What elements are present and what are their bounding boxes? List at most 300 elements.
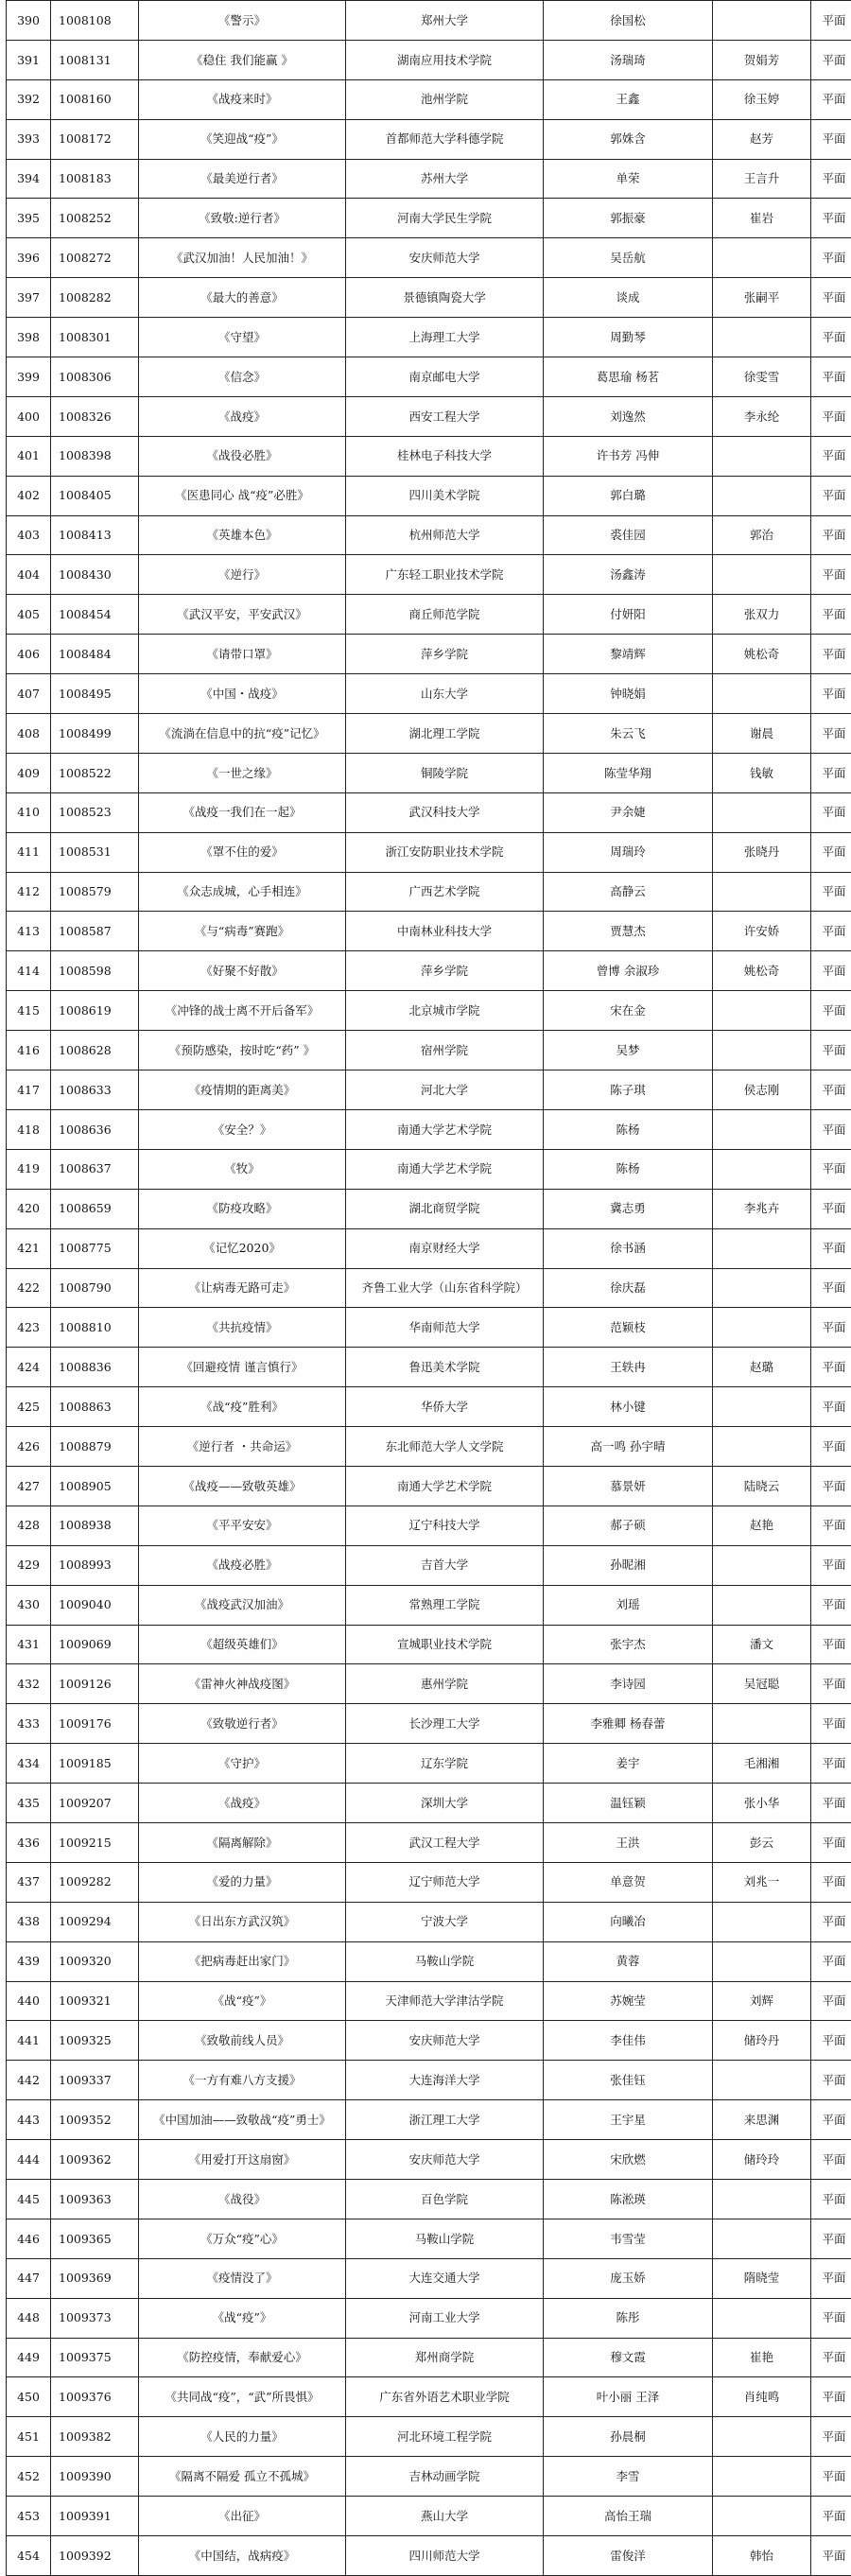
school-cell: 广东省外语艺术职业学院 xyxy=(346,2377,544,2417)
authors-cell: 单荣 xyxy=(544,159,713,199)
authors-cell: 韦雪莹 xyxy=(544,2219,713,2258)
row-number-cell: 395 xyxy=(7,199,51,238)
school-cell: 西安工程大学 xyxy=(346,396,544,436)
entry-code-cell: 1008405 xyxy=(51,476,139,515)
work-title-cell: 《警示》 xyxy=(139,1,346,41)
row-number-cell: 394 xyxy=(7,159,51,199)
entry-code-cell: 1008499 xyxy=(51,714,139,754)
entry-code-cell: 1008633 xyxy=(51,1070,139,1110)
work-title-cell: 《战疫一我们在一起》 xyxy=(139,792,346,832)
entry-code-cell: 1008775 xyxy=(51,1228,139,1268)
work-title-cell: 《致敬前线人员》 xyxy=(139,2021,346,2061)
school-cell: 惠州学院 xyxy=(346,1664,544,1704)
school-cell: 大连交通大学 xyxy=(346,2258,544,2298)
row-number-cell: 437 xyxy=(7,1862,51,1902)
school-cell: 武汉工程大学 xyxy=(346,1822,544,1862)
advisor-cell xyxy=(713,1427,811,1467)
advisor-cell xyxy=(713,1228,811,1268)
table-row xyxy=(7,159,851,199)
authors-cell: 李佳伟 xyxy=(544,2021,713,2061)
authors-cell: 温钰颖 xyxy=(544,1784,713,1823)
row-number-cell: 428 xyxy=(7,1506,51,1545)
row-number-cell: 454 xyxy=(7,2536,51,2576)
school-cell: 常熟理工学院 xyxy=(346,1585,544,1625)
table-row xyxy=(7,1822,851,1862)
school-cell: 东北师范大学人文学院 xyxy=(346,1427,544,1467)
advisor-cell: 崔艳 xyxy=(713,2338,811,2377)
table-row xyxy=(7,1149,851,1189)
table-row xyxy=(7,1585,851,1625)
school-cell: 鲁迅美术学院 xyxy=(346,1348,544,1387)
row-number-cell: 417 xyxy=(7,1070,51,1110)
row-number-cell: 435 xyxy=(7,1784,51,1823)
entry-code-cell: 1009294 xyxy=(51,1902,139,1941)
advisor-cell xyxy=(713,1149,811,1189)
row-number-cell: 401 xyxy=(7,436,51,476)
school-cell: 河北大学 xyxy=(346,1070,544,1110)
award-list-table xyxy=(6,0,851,2576)
table-row xyxy=(7,2219,851,2258)
row-number-cell: 409 xyxy=(7,753,51,792)
table-row xyxy=(7,1902,851,1941)
category-cell: 平面 xyxy=(811,753,851,792)
school-cell: 浙江理工大学 xyxy=(346,2100,544,2140)
row-number-cell: 426 xyxy=(7,1427,51,1467)
advisor-cell xyxy=(713,792,811,832)
advisor-cell xyxy=(713,2417,811,2457)
work-title-cell: 《防控疫情，奉献爱心》 xyxy=(139,2338,346,2377)
category-cell: 平面 xyxy=(811,912,851,951)
row-number-cell: 433 xyxy=(7,1704,51,1744)
table-row xyxy=(7,2179,851,2219)
entry-code-cell: 1009352 xyxy=(51,2100,139,2140)
advisor-cell xyxy=(713,1941,811,1981)
authors-cell: 宋欣燃 xyxy=(544,2140,713,2180)
work-title-cell: 《把病毒赶出家门》 xyxy=(139,1941,346,1981)
school-cell: 四川美术学院 xyxy=(346,476,544,515)
advisor-cell xyxy=(713,1387,811,1427)
category-cell: 平面 xyxy=(811,2100,851,2140)
category-cell: 平面 xyxy=(811,357,851,397)
category-cell: 平面 xyxy=(811,2417,851,2457)
row-number-cell: 452 xyxy=(7,2457,51,2497)
school-cell: 安庆师范大学 xyxy=(346,2021,544,2061)
authors-cell: 周勤琴 xyxy=(544,318,713,357)
category-cell: 平面 xyxy=(811,951,851,991)
row-number-cell: 411 xyxy=(7,832,51,872)
entry-code-cell: 1009373 xyxy=(51,2298,139,2338)
table-row xyxy=(7,1189,851,1228)
entry-code-cell: 1009325 xyxy=(51,2021,139,2061)
entry-code-cell: 1008282 xyxy=(51,278,139,318)
work-title-cell: 《战疫武汉加油》 xyxy=(139,1585,346,1625)
authors-cell: 吴岳航 xyxy=(544,238,713,278)
work-title-cell: 《信念》 xyxy=(139,357,346,397)
advisor-cell: 赵芳 xyxy=(713,119,811,159)
category-cell: 平面 xyxy=(811,1585,851,1625)
table-row xyxy=(7,2497,851,2536)
school-cell: 湖南应用技术学院 xyxy=(346,40,544,79)
advisor-cell xyxy=(713,2497,811,2536)
table-row xyxy=(7,2536,851,2576)
work-title-cell: 《安全？》 xyxy=(139,1109,346,1149)
authors-cell: 王宇星 xyxy=(544,2100,713,2140)
table-row xyxy=(7,1031,851,1070)
entry-code-cell: 1009207 xyxy=(51,1784,139,1823)
table-row xyxy=(7,2417,851,2457)
school-cell: 宿州学院 xyxy=(346,1031,544,1070)
row-number-cell: 399 xyxy=(7,357,51,397)
entry-code-cell: 1008587 xyxy=(51,912,139,951)
work-title-cell: 《战疫》 xyxy=(139,1784,346,1823)
work-title-cell: 《战“疫”胜利》 xyxy=(139,1387,346,1427)
row-number-cell: 405 xyxy=(7,595,51,635)
work-title-cell: 《英雄本色》 xyxy=(139,515,346,555)
work-title-cell: 《笑迎战“疫”》 xyxy=(139,119,346,159)
category-cell: 平面 xyxy=(811,199,851,238)
entry-code-cell: 1008160 xyxy=(51,79,139,119)
school-cell: 齐鲁工业大学（山东省科学院） xyxy=(346,1268,544,1308)
table-row xyxy=(7,555,851,595)
advisor-cell: 赵艳 xyxy=(713,1506,811,1545)
advisor-cell: 张双力 xyxy=(713,595,811,635)
work-title-cell: 《武汉加油！人民加油！》 xyxy=(139,238,346,278)
entry-code-cell: 1009375 xyxy=(51,2338,139,2377)
category-cell: 平面 xyxy=(811,2140,851,2180)
entry-code-cell: 1008301 xyxy=(51,318,139,357)
advisor-cell: 毛湘湘 xyxy=(713,1744,811,1784)
row-number-cell: 392 xyxy=(7,79,51,119)
entry-code-cell: 1009369 xyxy=(51,2258,139,2298)
work-title-cell: 《最大的善意》 xyxy=(139,278,346,318)
work-title-cell: 《战疫——致敬英雄》 xyxy=(139,1466,346,1506)
table-row xyxy=(7,595,851,635)
table-row xyxy=(7,872,851,912)
advisor-cell xyxy=(713,1109,811,1149)
work-title-cell: 《战疫来时》 xyxy=(139,79,346,119)
category-cell: 平面 xyxy=(811,1981,851,2021)
advisor-cell xyxy=(713,674,811,714)
row-number-cell: 415 xyxy=(7,991,51,1031)
school-cell: 华侨大学 xyxy=(346,1387,544,1427)
work-title-cell: 《一世之缘》 xyxy=(139,753,346,792)
school-cell: 萍乡学院 xyxy=(346,951,544,991)
table-row xyxy=(7,1387,851,1427)
work-title-cell: 《致敬逆行者》 xyxy=(139,1704,346,1744)
category-cell: 平面 xyxy=(811,238,851,278)
school-cell: 辽东学院 xyxy=(346,1744,544,1784)
entry-code-cell: 1009321 xyxy=(51,1981,139,2021)
work-title-cell: 《逆行者 ・共命运》 xyxy=(139,1427,346,1467)
school-cell: 河南工业大学 xyxy=(346,2298,544,2338)
entry-code-cell: 1009376 xyxy=(51,2377,139,2417)
row-number-cell: 449 xyxy=(7,2338,51,2377)
category-cell: 平面 xyxy=(811,2497,851,2536)
work-title-cell: 《战“疫”》 xyxy=(139,2298,346,2338)
category-cell: 平面 xyxy=(811,1506,851,1545)
row-number-cell: 398 xyxy=(7,318,51,357)
advisor-cell: 钱敏 xyxy=(713,753,811,792)
table-row xyxy=(7,1862,851,1902)
authors-cell: 高怡王瑞 xyxy=(544,2497,713,2536)
advisor-cell: 李永纶 xyxy=(713,396,811,436)
advisor-cell: 郭治 xyxy=(713,515,811,555)
work-title-cell: 《守望》 xyxy=(139,318,346,357)
entry-code-cell: 1009391 xyxy=(51,2497,139,2536)
authors-cell: 周瑞玲 xyxy=(544,832,713,872)
school-cell: 大连海洋大学 xyxy=(346,2061,544,2100)
category-cell: 平面 xyxy=(811,1387,851,1427)
authors-cell: 郭白璐 xyxy=(544,476,713,515)
category-cell: 平面 xyxy=(811,1704,851,1744)
work-title-cell: 《逆行》 xyxy=(139,555,346,595)
entry-code-cell: 1008659 xyxy=(51,1189,139,1228)
row-number-cell: 424 xyxy=(7,1348,51,1387)
work-title-cell: 《预防感染，按时吃“药” 》 xyxy=(139,1031,346,1070)
table-row xyxy=(7,2377,851,2417)
table-row xyxy=(7,396,851,436)
row-number-cell: 404 xyxy=(7,555,51,595)
entry-code-cell: 1008183 xyxy=(51,159,139,199)
category-cell: 平面 xyxy=(811,2219,851,2258)
table-row xyxy=(7,1744,851,1784)
school-cell: 上海理工大学 xyxy=(346,318,544,357)
work-title-cell: 《爱的力量》 xyxy=(139,1862,346,1902)
school-cell: 燕山大学 xyxy=(346,2497,544,2536)
school-cell: 宁波大学 xyxy=(346,1902,544,1941)
authors-cell: 李雪 xyxy=(544,2457,713,2497)
category-cell: 平面 xyxy=(811,1784,851,1823)
school-cell: 广东轻工职业技术学院 xyxy=(346,555,544,595)
authors-cell: 向曦冶 xyxy=(544,1902,713,1941)
authors-cell: 庞玉娇 xyxy=(544,2258,713,2298)
school-cell: 广西艺术学院 xyxy=(346,872,544,912)
row-number-cell: 447 xyxy=(7,2258,51,2298)
table-row xyxy=(7,1,851,41)
table-row xyxy=(7,1704,851,1744)
advisor-cell xyxy=(713,1704,811,1744)
entry-code-cell: 1008398 xyxy=(51,436,139,476)
work-title-cell: 《隔离解除》 xyxy=(139,1822,346,1862)
table-row xyxy=(7,1109,851,1149)
school-cell: 浙江安防职业技术学院 xyxy=(346,832,544,872)
work-title-cell: 《人民的力量》 xyxy=(139,2417,346,2457)
school-cell: 吉首大学 xyxy=(346,1545,544,1585)
table-body xyxy=(7,1,851,2576)
category-cell: 平面 xyxy=(811,515,851,555)
advisor-cell xyxy=(713,1,811,41)
table-row xyxy=(7,357,851,397)
entry-code-cell: 1008993 xyxy=(51,1545,139,1585)
row-number-cell: 429 xyxy=(7,1545,51,1585)
authors-cell: 王轶冉 xyxy=(544,1348,713,1387)
school-cell: 宣城职业技术学院 xyxy=(346,1625,544,1664)
school-cell: 河北环境工程学院 xyxy=(346,2417,544,2457)
row-number-cell: 420 xyxy=(7,1189,51,1228)
row-number-cell: 439 xyxy=(7,1941,51,1981)
table-row xyxy=(7,2258,851,2298)
authors-cell: 徐庆磊 xyxy=(544,1268,713,1308)
authors-cell: 黄蓉 xyxy=(544,1941,713,1981)
school-cell: 萍乡学院 xyxy=(346,635,544,674)
row-number-cell: 443 xyxy=(7,2100,51,2140)
category-cell: 平面 xyxy=(811,1348,851,1387)
row-number-cell: 438 xyxy=(7,1902,51,1941)
entry-code-cell: 1009320 xyxy=(51,1941,139,1981)
school-cell: 南京财经大学 xyxy=(346,1228,544,1268)
category-cell: 平面 xyxy=(811,436,851,476)
school-cell: 湖北商贸学院 xyxy=(346,1189,544,1228)
category-cell: 平面 xyxy=(811,1,851,41)
row-number-cell: 423 xyxy=(7,1308,51,1348)
school-cell: 辽宁师范大学 xyxy=(346,1862,544,1902)
school-cell: 首都师范大学科德学院 xyxy=(346,119,544,159)
entry-code-cell: 1008413 xyxy=(51,515,139,555)
category-cell: 平面 xyxy=(811,555,851,595)
work-title-cell: 《超级英雄们》 xyxy=(139,1625,346,1664)
table-row xyxy=(7,1981,851,2021)
table-row xyxy=(7,674,851,714)
category-cell: 平面 xyxy=(811,2179,851,2219)
row-number-cell: 418 xyxy=(7,1109,51,1149)
school-cell: 华南师范大学 xyxy=(346,1308,544,1348)
authors-cell: 高一鸣 孙宇晴 xyxy=(544,1427,713,1467)
authors-cell: 陈子琪 xyxy=(544,1070,713,1110)
row-number-cell: 414 xyxy=(7,951,51,991)
category-cell: 平面 xyxy=(811,1031,851,1070)
entry-code-cell: 1008495 xyxy=(51,674,139,714)
row-number-cell: 451 xyxy=(7,2417,51,2457)
advisor-cell xyxy=(713,1902,811,1941)
school-cell: 景德镇陶瓷大学 xyxy=(346,278,544,318)
category-cell: 平面 xyxy=(811,1427,851,1467)
entry-code-cell: 1008863 xyxy=(51,1387,139,1427)
entry-code-cell: 1008306 xyxy=(51,357,139,397)
category-cell: 平面 xyxy=(811,2258,851,2298)
category-cell: 平面 xyxy=(811,1268,851,1308)
entry-code-cell: 1008790 xyxy=(51,1268,139,1308)
work-title-cell: 《隔离不隔爱 孤立不孤城》 xyxy=(139,2457,346,2497)
work-title-cell: 《回避疫情 谨言慎行》 xyxy=(139,1348,346,1387)
row-number-cell: 406 xyxy=(7,635,51,674)
school-cell: 深圳大学 xyxy=(346,1784,544,1823)
table-row xyxy=(7,199,851,238)
row-number-cell: 425 xyxy=(7,1387,51,1427)
table-row xyxy=(7,1070,851,1110)
category-cell: 平面 xyxy=(811,476,851,515)
table-row xyxy=(7,792,851,832)
work-title-cell: 《用爱打开这扇窗》 xyxy=(139,2140,346,2180)
authors-cell: 汤瑞琦 xyxy=(544,40,713,79)
table-row xyxy=(7,1784,851,1823)
entry-code-cell: 1008108 xyxy=(51,1,139,41)
row-number-cell: 407 xyxy=(7,674,51,714)
table-row xyxy=(7,119,851,159)
table-row xyxy=(7,1427,851,1467)
school-cell: 南通大学艺术学院 xyxy=(346,1109,544,1149)
work-title-cell: 《一方有难八方支援》 xyxy=(139,2061,346,2100)
work-title-cell: 《让病毒无路可走》 xyxy=(139,1268,346,1308)
advisor-cell: 彭云 xyxy=(713,1822,811,1862)
category-cell: 平面 xyxy=(811,2457,851,2497)
work-title-cell: 《牧》 xyxy=(139,1149,346,1189)
row-number-cell: 413 xyxy=(7,912,51,951)
work-title-cell: 《疫情没了》 xyxy=(139,2258,346,2298)
school-cell: 郑州商学院 xyxy=(346,2338,544,2377)
work-title-cell: 《医患同心 战“疫”必胜》 xyxy=(139,476,346,515)
advisor-cell xyxy=(713,476,811,515)
advisor-cell: 张小华 xyxy=(713,1784,811,1823)
school-cell: 安庆师范大学 xyxy=(346,238,544,278)
authors-cell: 陈彤 xyxy=(544,2298,713,2338)
entry-code-cell: 1008272 xyxy=(51,238,139,278)
table-row xyxy=(7,912,851,951)
work-title-cell: 《好聚不好散》 xyxy=(139,951,346,991)
authors-cell: 徐书涵 xyxy=(544,1228,713,1268)
category-cell: 平面 xyxy=(811,2298,851,2338)
advisor-cell: 刘兆一 xyxy=(713,1862,811,1902)
work-title-cell: 《守护》 xyxy=(139,1744,346,1784)
authors-cell: 范颖枝 xyxy=(544,1308,713,1348)
work-title-cell: 《战疫》 xyxy=(139,396,346,436)
advisor-cell: 谢晨 xyxy=(713,714,811,754)
school-cell: 马鞍山学院 xyxy=(346,2219,544,2258)
authors-cell: 宋在金 xyxy=(544,991,713,1031)
authors-cell: 穆文霞 xyxy=(544,2338,713,2377)
authors-cell: 郝子硕 xyxy=(544,1506,713,1545)
entry-code-cell: 1009365 xyxy=(51,2219,139,2258)
row-number-cell: 391 xyxy=(7,40,51,79)
category-cell: 平面 xyxy=(811,1070,851,1110)
advisor-cell: 储玲丹 xyxy=(713,2021,811,2061)
table-row xyxy=(7,1941,851,1981)
school-cell: 商丘师范学院 xyxy=(346,595,544,635)
work-title-cell: 《中国加油——致敬战“疫”勇士》 xyxy=(139,2100,346,2140)
table-row xyxy=(7,635,851,674)
school-cell: 南京邮电大学 xyxy=(346,357,544,397)
authors-cell: 陈杨 xyxy=(544,1109,713,1149)
table-row xyxy=(7,714,851,754)
advisor-cell xyxy=(713,2457,811,2497)
table-row xyxy=(7,1308,851,1348)
advisor-cell: 姚松奇 xyxy=(713,635,811,674)
entry-code-cell: 1008619 xyxy=(51,991,139,1031)
advisor-cell: 徐雯雪 xyxy=(713,357,811,397)
advisor-cell xyxy=(713,2061,811,2100)
table-row xyxy=(7,2061,851,2100)
category-cell: 平面 xyxy=(811,1189,851,1228)
category-cell: 平面 xyxy=(811,674,851,714)
advisor-cell: 李兆卉 xyxy=(713,1189,811,1228)
work-title-cell: 《平平安安》 xyxy=(139,1506,346,1545)
authors-cell: 汤鑫涛 xyxy=(544,555,713,595)
row-number-cell: 402 xyxy=(7,476,51,515)
category-cell: 平面 xyxy=(811,159,851,199)
entry-code-cell: 1008454 xyxy=(51,595,139,635)
entry-code-cell: 1009382 xyxy=(51,2417,139,2457)
work-title-cell: 《记忆2020》 xyxy=(139,1228,346,1268)
advisor-cell: 肖纯鸣 xyxy=(713,2377,811,2417)
authors-cell: 冀志勇 xyxy=(544,1189,713,1228)
advisor-cell: 韩怡 xyxy=(713,2536,811,2576)
work-title-cell: 《共抗疫情》 xyxy=(139,1308,346,1348)
entry-code-cell: 1009069 xyxy=(51,1625,139,1664)
row-number-cell: 390 xyxy=(7,1,51,41)
work-title-cell: 《请带口罩》 xyxy=(139,635,346,674)
authors-cell: 谈成 xyxy=(544,278,713,318)
advisor-cell: 刘辉 xyxy=(713,1981,811,2021)
authors-cell: 姜宇 xyxy=(544,1744,713,1784)
